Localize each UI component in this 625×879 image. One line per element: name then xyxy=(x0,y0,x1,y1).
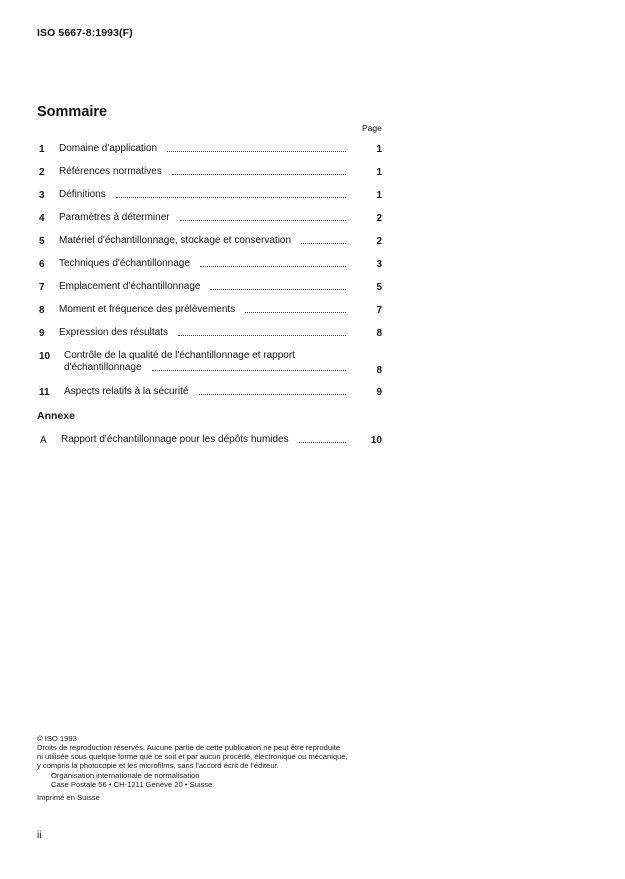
rights-text: y compris la photocopie et les microfilms, sans l'accord écrit de l'éditeur. xyxy=(37,761,279,770)
toc-entry-number: 5 xyxy=(39,236,45,247)
toc-entry-label: Contrôle de la qualité de l'échantillonnage et rapport xyxy=(64,350,295,361)
rights-text: ni utilisée sous quelque forme que ce soit et par aucun procédé, électronique ou mécanique, xyxy=(37,752,348,761)
toc-entry-number: 10 xyxy=(39,351,51,362)
organization-name: Organisation internationale de normalisation xyxy=(51,771,200,780)
toc-entry-page: 10 xyxy=(370,435,382,446)
toc-entry-number: 9 xyxy=(39,328,45,339)
toc-entry-page: 2 xyxy=(376,213,382,224)
toc-entry-8[interactable] xyxy=(37,299,382,322)
dot-leader xyxy=(200,258,346,267)
toc-entry-10[interactable] xyxy=(37,345,382,381)
toc-entry-number: 3 xyxy=(39,190,45,201)
toc-entry-number: 7 xyxy=(39,282,45,293)
toc-entry-page: 2 xyxy=(376,236,382,247)
organization-address: Case Postale 56 • CH-1211 Genève 20 • Suisse xyxy=(51,780,213,789)
toc-entry-page: 7 xyxy=(376,305,382,316)
toc-entry-label: Techniques d'échantillonnage xyxy=(59,258,190,269)
dot-leader xyxy=(199,386,347,395)
toc-entry-label: Domaine d'application xyxy=(59,143,158,154)
toc-entry-page: 8 xyxy=(376,328,382,339)
toc-entry-page: 1 xyxy=(376,144,382,155)
table-of-contents xyxy=(37,138,382,452)
toc-entry-label: Matériel d'échantillonnage, stockage et conservation xyxy=(59,235,292,246)
dot-leader xyxy=(245,304,346,313)
toc-entry-label: Emplacement d'échantillonnage xyxy=(59,281,201,292)
copyright-notice xyxy=(37,734,387,802)
toc-entry-7[interactable] xyxy=(37,276,382,299)
annex-heading: Annexe xyxy=(37,410,75,422)
toc-entry-label: Définitions xyxy=(59,189,106,200)
printed-in: Imprimé en Suisse xyxy=(37,793,100,802)
document-header-id: ISO 5667-8:1993(F) xyxy=(37,27,133,39)
toc-entry-label: Expression des résultats xyxy=(59,327,168,338)
toc-entry-number: 2 xyxy=(39,167,45,178)
toc-entry-11[interactable] xyxy=(37,381,382,404)
toc-entry-number: 8 xyxy=(39,305,45,316)
toc-entry-page: 9 xyxy=(376,387,382,398)
toc-annex-entry-a[interactable] xyxy=(37,429,382,452)
page-column-label: Page xyxy=(362,123,382,133)
toc-entry-1[interactable] xyxy=(37,138,382,161)
toc-entry-label: Références normatives xyxy=(59,166,162,177)
dot-leader xyxy=(172,166,346,175)
rights-text: Droits de reproduction réservés. Aucune partie de cette publication ne peut être reproduite xyxy=(37,743,341,752)
dot-leader xyxy=(152,362,346,371)
toc-entry-9[interactable] xyxy=(37,322,382,345)
toc-entry-label: Rapport d'échantillonnage pour les dépôts humides xyxy=(61,434,289,445)
toc-entry-page: 5 xyxy=(376,282,382,293)
toc-entry-label: Moment et fréquence des prélèvements xyxy=(59,304,236,315)
toc-entry-6[interactable] xyxy=(37,253,382,276)
dot-leader xyxy=(180,212,346,221)
copyright-line: © ISO 1993 xyxy=(37,734,77,743)
dot-leader xyxy=(167,143,346,152)
contents-title: Sommaire xyxy=(37,104,108,120)
toc-entry-2[interactable] xyxy=(37,161,382,184)
dot-leader xyxy=(210,281,346,290)
toc-entry-page: 3 xyxy=(376,259,382,270)
toc-entry-number: 6 xyxy=(39,259,45,270)
toc-entry-number: 11 xyxy=(39,387,50,398)
toc-entry-number: A xyxy=(40,435,47,446)
dot-leader xyxy=(299,434,346,443)
toc-entry-page: 1 xyxy=(376,167,382,178)
toc-entry-page: 1 xyxy=(376,190,382,201)
dot-leader xyxy=(178,327,346,336)
toc-entry-page: 8 xyxy=(376,365,382,376)
dot-leader xyxy=(301,235,346,244)
toc-entry-label: Paramètres à déterminer xyxy=(59,212,170,223)
toc-entry-3[interactable] xyxy=(37,184,382,207)
toc-entry-4[interactable] xyxy=(37,207,382,230)
dot-leader xyxy=(116,189,346,198)
toc-entry-5[interactable] xyxy=(37,230,382,253)
toc-entry-number: 1 xyxy=(39,144,45,155)
toc-entry-label-continued: d'échantillonnage xyxy=(64,362,142,373)
toc-entry-number: 4 xyxy=(39,213,45,224)
page-number: ii xyxy=(37,830,42,841)
toc-entry-label: Aspects relatifs à la sécurité xyxy=(64,386,189,397)
